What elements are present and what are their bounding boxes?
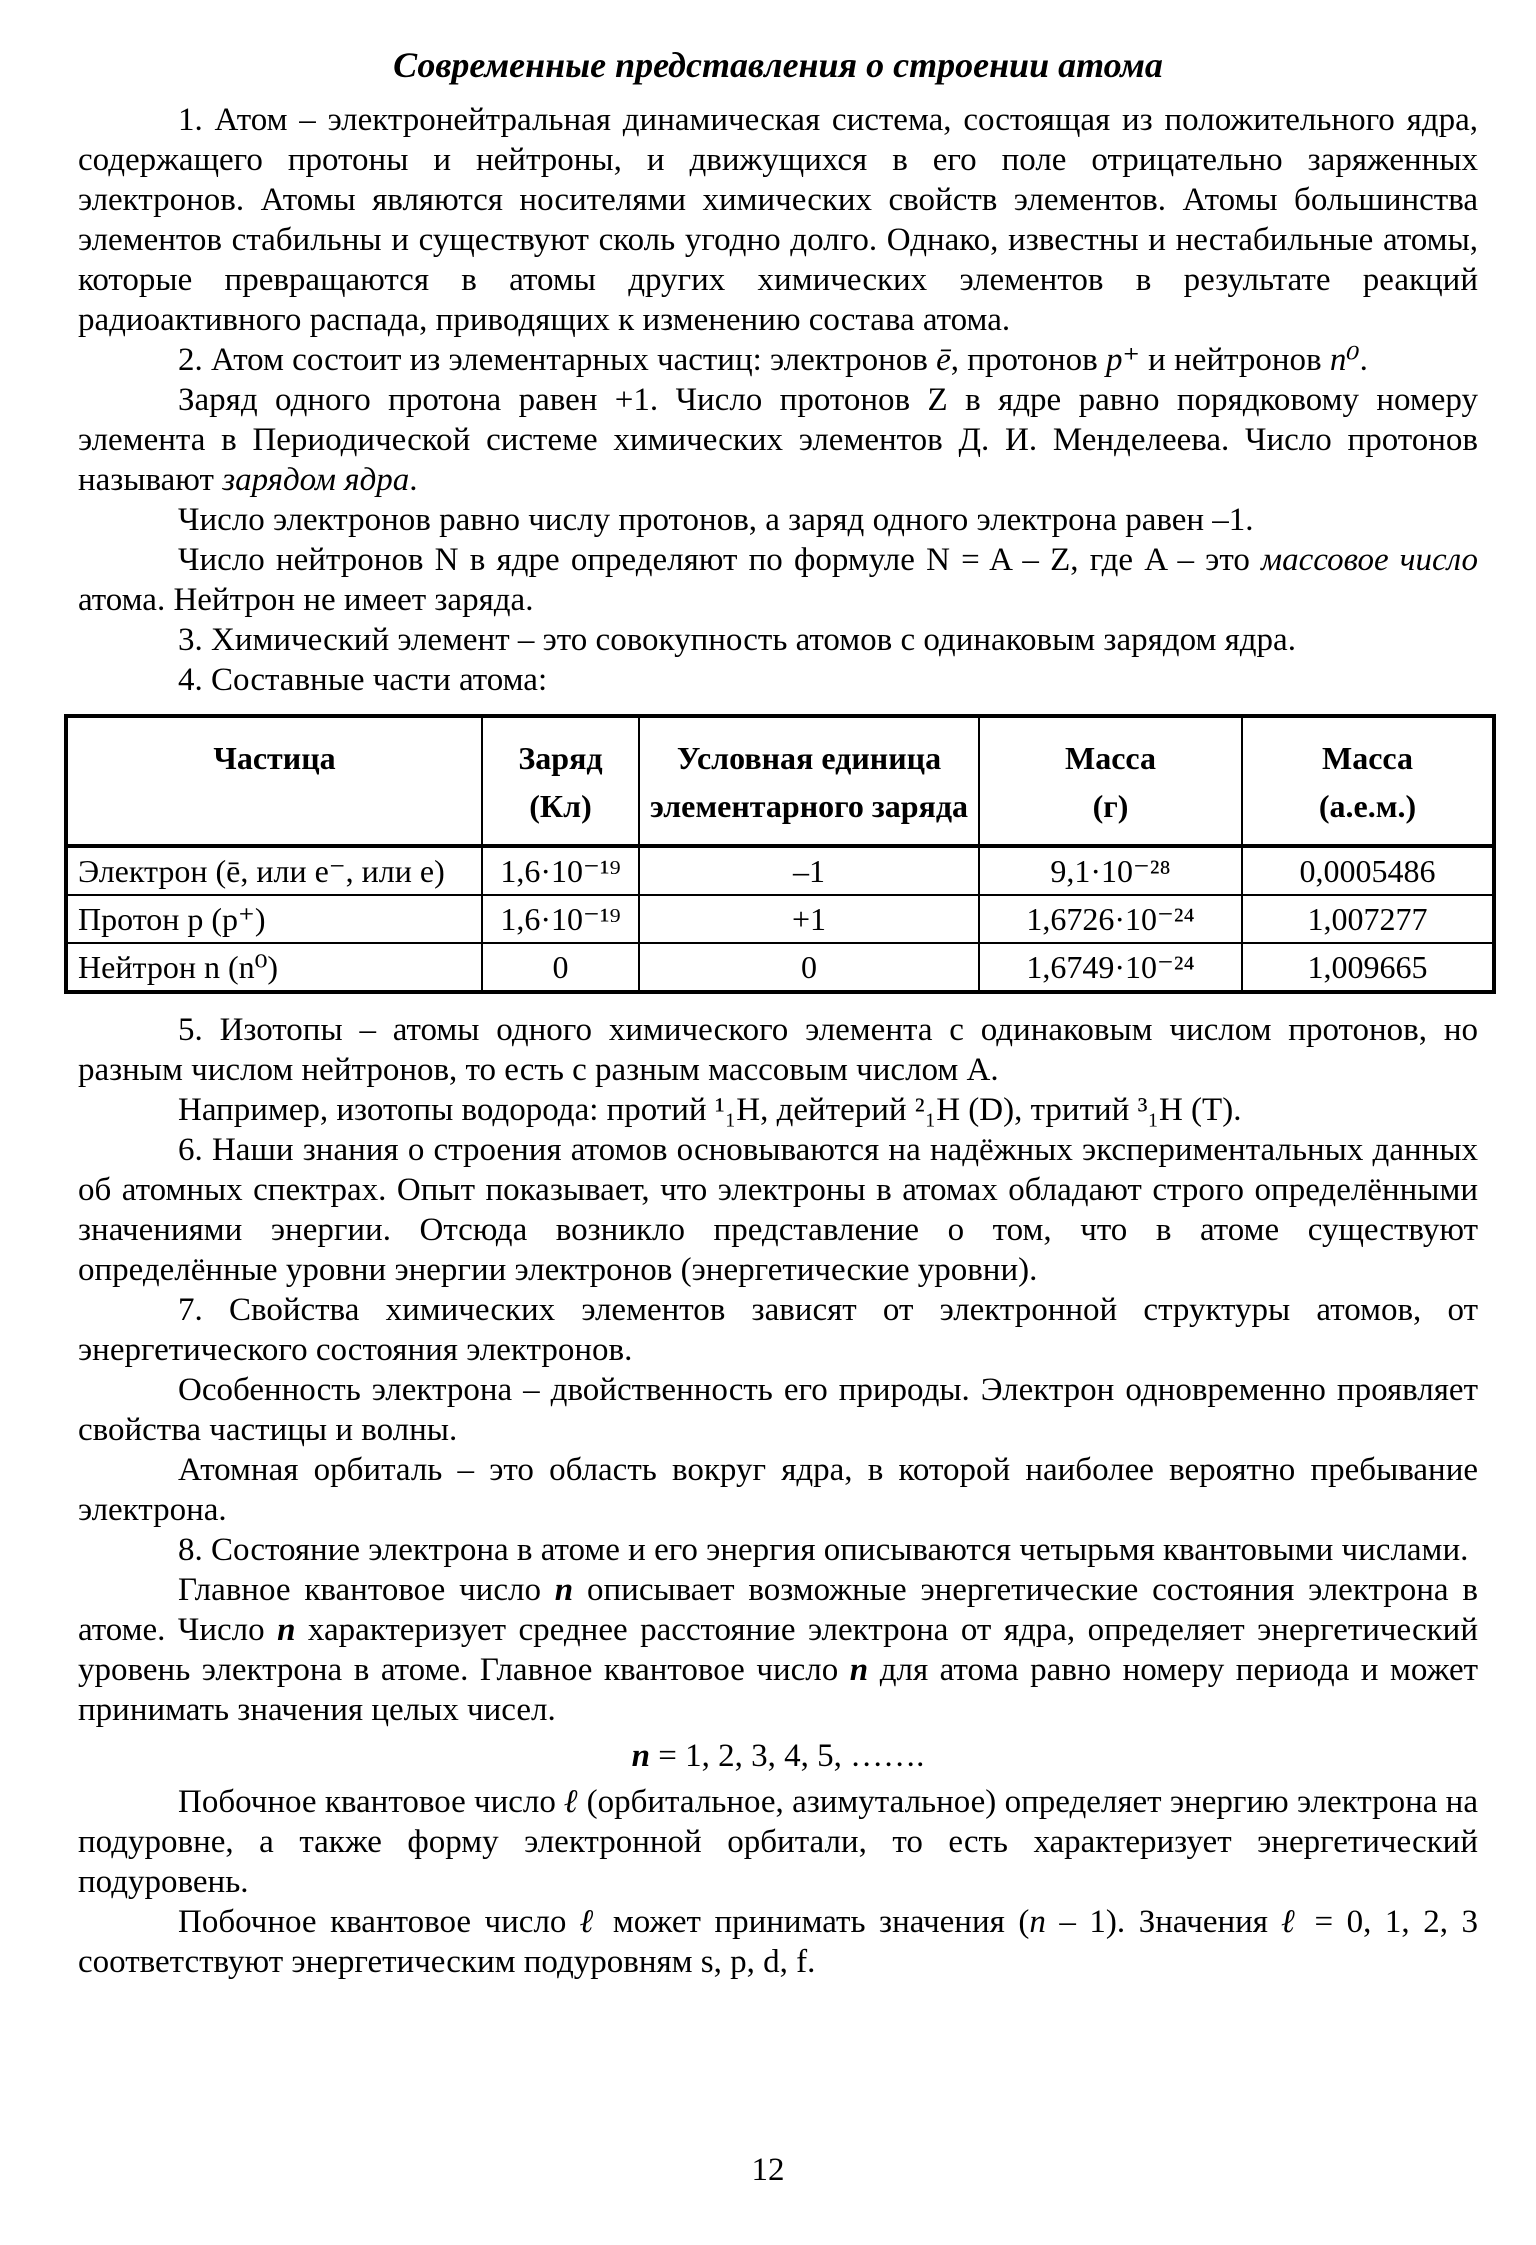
table-cell: 0 [482, 943, 639, 992]
text-segment: n [849, 1652, 869, 1688]
text-segment: 4. Составные части атома: [178, 662, 548, 698]
text-segment: n [554, 1572, 574, 1608]
table-header-row [66, 716, 1494, 846]
particles-table [64, 714, 1496, 994]
text-segment: n⁰ [1329, 342, 1360, 378]
para-proton-charge [78, 380, 1478, 500]
document-body [78, 100, 1478, 1982]
header-line: (Кл) [529, 788, 592, 824]
text-segment: – 1). Значения [1045, 1904, 1282, 1940]
table-cell: 0 [639, 943, 979, 992]
para-azimuthal-values [78, 1902, 1478, 1982]
table-cell: 0,0005486 [1242, 846, 1494, 895]
text-segment: 1. Атом – электронейтральная динамическая система, состоящая из положительного ядра, содержащего протоны и нейтроны, и движущихся в его поле отрицательно заряженных электронов. Атомы являются носителями химических свойств элементов. Атомы большинства элементов стабильны и существуют сколь угодно долго. Однако, известны и нестабильные атомы, которые превращаются в атомы других химических элементов в результате реакций радиоактивного распада, приводящих к изменению состава атома. [78, 102, 1478, 338]
para-principal-quantum [78, 1570, 1478, 1730]
para-7-properties [78, 1290, 1478, 1370]
text-segment: 6. Наши знания о строения атомов основываются на надёжных экспериментальных данных об атомных спектрах. Опыт показывает, что электроны в атомах обладают строго определёнными значениями энергии. Отсюда возникло представление о том, что в атоме существуют определённые уровни энергии электронов (энергетические уровни). [78, 1132, 1478, 1288]
formula-n-values [78, 1736, 1478, 1776]
text-segment: 3. Химический элемент – это совокупность атомов с одинаковым зарядом ядра. [178, 622, 1296, 658]
text-segment: может принимать значения ( [599, 1904, 1030, 1940]
para-electron-count [78, 500, 1478, 540]
para-2-atom-composition [78, 340, 1478, 380]
text-segment: ℓ [579, 1904, 600, 1940]
text-segment: = 0, 1, 2, 3 соответствуют энергетическим подуровням s, p, d, f. [78, 1904, 1478, 1980]
text-segment: 5. Изотопы – атомы одного химического элемента с одинаковым числом протонов, но разным числом нейтронов, то есть с разным массовым числом A. [78, 1012, 1478, 1088]
table-row [66, 943, 1494, 992]
text-segment: 8. Состояние электрона в атоме и его энергия описываются четырьмя квантовыми числами. [178, 1532, 1469, 1568]
text-segment: . [1359, 342, 1368, 378]
para-3-chemical-element [78, 620, 1478, 660]
header-line: (г) [1092, 788, 1129, 824]
text-segment: Главное квантовое число [178, 1572, 555, 1608]
table-cell: 1,6726·10⁻²⁴ [979, 895, 1242, 943]
header-line: Заряд [518, 740, 603, 776]
table-header-cell [979, 716, 1242, 846]
text-segment: для атома равно номеру периода и может принимать значения целых чисел. [78, 1652, 1479, 1728]
text-segment: Например, изотопы водорода: протий ¹₁H, дейтерий ²₁H (D), тритий ³₁H (T). [178, 1092, 1242, 1128]
para-5-isotopes [78, 1010, 1478, 1090]
para-hydrogen-isotopes [78, 1090, 1478, 1130]
page-number: 12 [751, 2152, 785, 2188]
table-cell: Протон p (p⁺) [66, 895, 482, 943]
text-segment: n [631, 1738, 650, 1774]
header-line: Масса [1322, 740, 1413, 776]
para-azimuthal-quantum [78, 1782, 1478, 1902]
text-segment: атома. Нейтрон не имеет заряда. [78, 582, 534, 618]
table-row [66, 846, 1494, 895]
header-line: (а.е.м.) [1318, 788, 1417, 824]
text-segment: массовое число [1261, 542, 1478, 578]
text-segment: описывает возможные энергетические состояния электрона в атоме. Число [78, 1572, 1478, 1648]
table-cell: 9,1·10⁻²⁸ [979, 846, 1242, 895]
header-line: Частица [213, 740, 336, 776]
text-segment: ℓ [1281, 1904, 1301, 1940]
text-segment: Побочное квантовое число [178, 1784, 565, 1820]
table-cell: Электрон (ē, или e⁻, или e) [66, 846, 482, 895]
para-electron-duality [78, 1370, 1478, 1450]
table-cell: 1,6·10⁻¹⁹ [482, 895, 639, 943]
table-cell: +1 [639, 895, 979, 943]
table-cell: –1 [639, 846, 979, 895]
header-line: Масса [1065, 740, 1156, 776]
text-segment: n [277, 1612, 296, 1648]
text-segment: Атомная орбиталь – это область вокруг ядра, в которой наиболее вероятно пребывание электрона. [78, 1452, 1478, 1528]
text-segment: Побочное квантовое число [178, 1904, 580, 1940]
table-cell: 1,007277 [1242, 895, 1494, 943]
text-segment: 7. Свойства химических элементов зависят от электронной структуры атомов, от энергетического состояния электронов. [78, 1292, 1478, 1368]
table-cell: 1,6·10⁻¹⁹ [482, 846, 639, 895]
text-segment: . [409, 462, 418, 498]
table-cell: 1,009665 [1242, 943, 1494, 992]
para-neutron-count [78, 540, 1478, 620]
text-segment: характеризует среднее расстояние электрона от ядра, определяет энергетический уровень электрона в атоме. Главное квантовое число [78, 1612, 1478, 1688]
para-4-atom-parts [78, 660, 1478, 700]
text-segment: (орбитальное, азимутальное) определяет энергию электрона на подуровне, а также форму электронной орбитали, то есть характеризует энергетический подуровень. [78, 1784, 1478, 1900]
text-segment: n [1029, 1904, 1046, 1940]
text-segment: Число нейтронов N в ядре определяют по формуле N = A – Z, где A – это [178, 542, 1262, 578]
para-8-quantum-numbers [78, 1530, 1478, 1570]
text-segment: зарядом ядра [222, 462, 410, 498]
para-atomic-orbital [78, 1450, 1478, 1530]
page-title: Современные представления о строении атома [393, 45, 1163, 85]
table-cell: 1,6749·10⁻²⁴ [979, 943, 1242, 992]
para-6-spectra [78, 1130, 1478, 1290]
table-header-cell [1242, 716, 1494, 846]
table-header-cell [66, 716, 482, 846]
text-segment: и нейтронов [1139, 342, 1330, 378]
text-segment: Число электронов равно числу протонов, а заряд одного электрона равен –1. [178, 502, 1254, 538]
text-segment: = 1, 2, 3, 4, 5, ……. [649, 1738, 925, 1774]
header-line: элементарного заряда [649, 788, 969, 824]
text-segment: 2. Атом состоит из элементарных частиц: электронов [178, 342, 937, 378]
text-segment: Особенность электрона – двойственность его природы. Электрон одновременно проявляет свойства частицы и волны. [78, 1372, 1478, 1448]
table-header-cell [639, 716, 979, 846]
header-line: Условная единица [676, 740, 942, 776]
table-header-cell [482, 716, 639, 846]
text-segment: Заряд одного протона равен +1. Число протонов Z в ядре равно порядковому номеру элемента в Периодической системе химических элементов Д. И. Менделеева. Число протонов называют [78, 382, 1478, 498]
text-segment: p⁺ [1106, 342, 1140, 378]
para-1-atom-definition [78, 100, 1478, 340]
table-row [66, 895, 1494, 943]
text-segment: ē [936, 342, 951, 378]
text-segment: ℓ [564, 1784, 579, 1820]
table-cell: Нейтрон n (n⁰) [66, 943, 482, 992]
text-segment: , протонов [950, 342, 1106, 378]
